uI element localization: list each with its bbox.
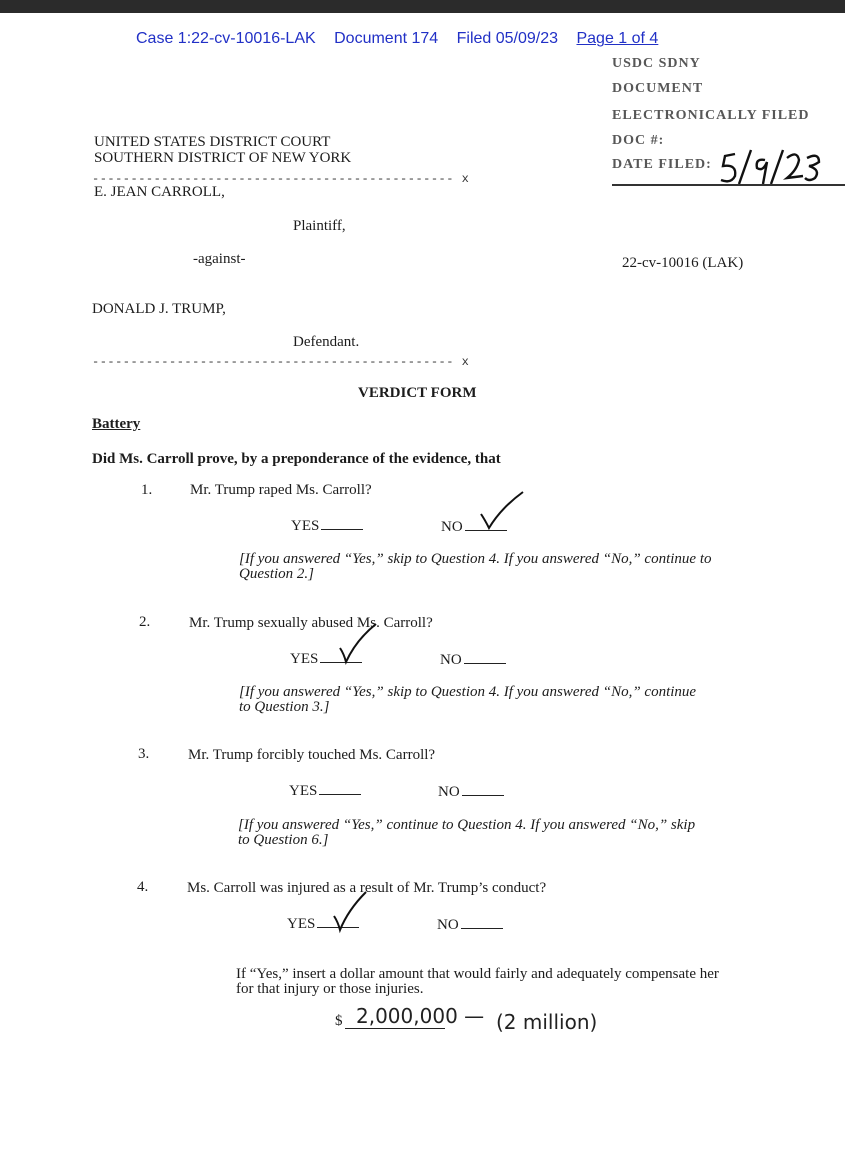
case-number-header: Case 1:22-cv-10016-LAK (136, 30, 316, 47)
top-bar (0, 0, 845, 13)
no-answer-line[interactable] (440, 649, 506, 669)
no-blank[interactable] (464, 649, 506, 664)
caption-rule-top: ----------------------------------------------- x (92, 172, 470, 186)
yes-label: YES (289, 783, 318, 799)
document-number-header: Document 174 (334, 30, 439, 47)
no-blank[interactable] (462, 781, 504, 796)
handwritten-damages-amount: 2,000,000 — (356, 1004, 485, 1028)
against-label: -against- (193, 251, 246, 267)
defendant-role: Defendant. (293, 334, 360, 350)
no-answer-line[interactable] (438, 781, 504, 801)
no-label: NO (438, 784, 460, 800)
case-number: 22-cv-10016 (LAK) (622, 255, 744, 271)
stamp-line-date-filed: DATE FILED: (612, 157, 712, 172)
no-label: NO (440, 652, 462, 668)
no-answer-line[interactable] (437, 914, 503, 934)
clerk-stamp (612, 56, 845, 206)
defendant-name: DONALD J. TRUMP, (92, 301, 226, 317)
question-number: 3. (138, 746, 150, 762)
plaintiff-name: E. JEAN CARROLL, (94, 184, 225, 200)
handwritten-damages-note: (2 million) (496, 1010, 598, 1034)
yes-blank[interactable] (321, 515, 363, 530)
question-text: Ms. Carroll was injured as a result of Mr. Trump’s conduct? (187, 880, 547, 896)
checkmark-icon (477, 490, 527, 534)
question-instruction-line-2: to Question 3.] (239, 699, 330, 715)
form-title: VERDICT FORM (358, 385, 477, 401)
yes-answer-line[interactable] (289, 780, 361, 800)
no-label: NO (441, 519, 463, 535)
handwritten-date-filed (717, 144, 837, 188)
dollar-sign: $ (335, 1013, 343, 1029)
question-number: 2. (139, 614, 151, 630)
caption-rule-bottom: ----------------------------------------------- x (92, 355, 470, 369)
question-text: Mr. Trump forcibly touched Ms. Carroll? (188, 747, 436, 763)
yes-answer-line[interactable] (291, 515, 363, 535)
yes-label: YES (291, 518, 320, 534)
stamp-line-usdc: USDC SDNY (612, 56, 701, 71)
court-name-line-1: UNITED STATES DISTRICT COURT (94, 134, 331, 150)
yes-label: YES (290, 651, 319, 667)
court-name-line-2: SOUTHERN DISTRICT OF NEW YORK (94, 150, 352, 166)
damages-instruction-line-2: for that injury or those injuries. (236, 981, 424, 997)
stamp-line-document: DOCUMENT (612, 81, 704, 96)
stamp-rule (612, 184, 845, 186)
question-instruction-line-1: [If you answered “Yes,” skip to Question 4. If you answered “No,” continue to (239, 551, 712, 567)
filed-date-header: Filed 05/09/23 (456, 30, 559, 47)
question-instruction-line-2: to Question 6.] (238, 832, 329, 848)
page-indicator: Page 1 of 4 (576, 30, 659, 47)
question-instruction-line-1: [If you answered “Yes,” continue to Question 4. If you answered “No,” skip (238, 817, 696, 833)
no-blank[interactable] (461, 914, 503, 929)
damages-amount-blank[interactable] (345, 1028, 445, 1029)
damages-instruction-line-1: If “Yes,” insert a dollar amount that would fairly and adequately compensate her (236, 966, 719, 982)
stamp-line-doc-number: DOC #: (612, 133, 665, 148)
no-label: NO (437, 917, 459, 933)
checkmark-icon (330, 890, 370, 934)
question-number: 4. (137, 879, 149, 895)
checkmark-icon (336, 622, 380, 666)
question-instruction-line-1: [If you answered “Yes,” skip to Question 4. If you answered “No,” continue (239, 684, 697, 700)
question-text: Mr. Trump raped Ms. Carroll? (190, 482, 372, 498)
question-instruction-line-2: Question 2.] (239, 566, 314, 582)
plaintiff-role: Plaintiff, (293, 218, 346, 234)
lead-question: Did Ms. Carroll prove, by a preponderance of the evidence, that (92, 451, 501, 467)
yes-label: YES (287, 916, 316, 932)
stamp-line-electronically-filed: ELECTRONICALLY FILED (612, 108, 810, 123)
question-number: 1. (141, 482, 153, 498)
section-heading: Battery (92, 416, 141, 432)
ecf-header (136, 30, 658, 48)
yes-blank[interactable] (319, 780, 361, 795)
question-text: Mr. Trump sexually abused Ms. Carroll? (189, 615, 433, 631)
